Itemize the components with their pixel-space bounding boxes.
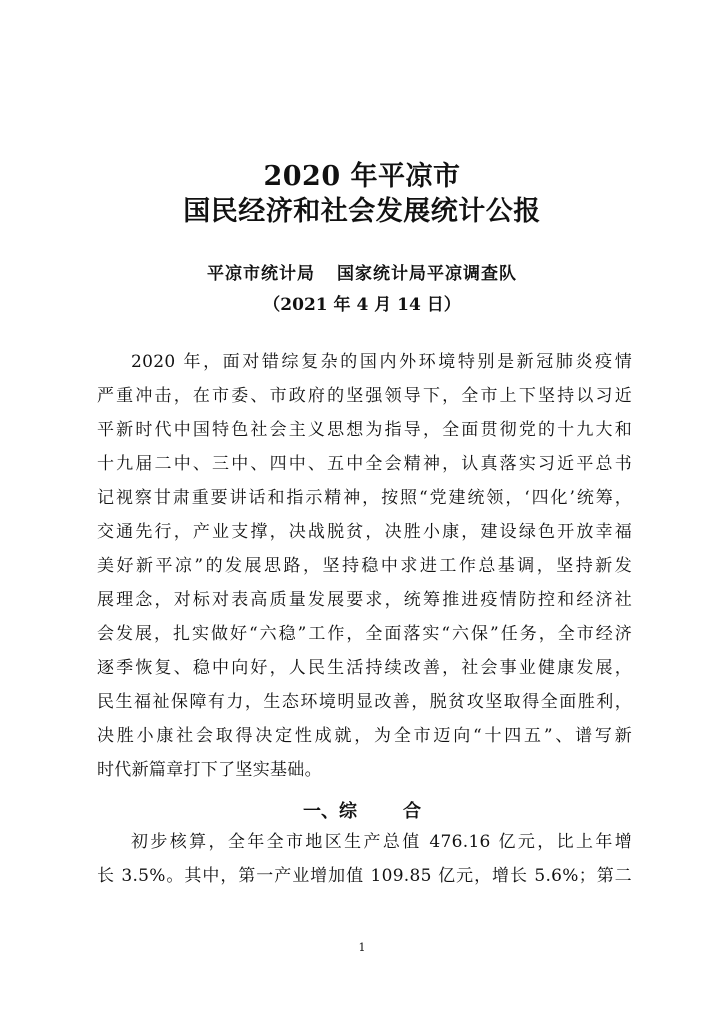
intro-paragraph-line: 记视察甘肃重要讲话和指示精神，按照“党建统领，‘四化’统筹， xyxy=(97,488,632,508)
section-heading-general xyxy=(0,799,724,825)
intro-paragraph-line: 2020 年，面对错综复杂的国内外环境特别是新冠肺炎疫情 xyxy=(131,352,632,372)
report-title-line-2: 国民经济和社会发展统计公报 xyxy=(183,196,541,227)
intro-paragraph-line: 平新时代中国特色社会主义思想为指导，全面贯彻党的十九大和 xyxy=(97,420,632,440)
intro-paragraph-line: 严重冲击，在市委、市政府的坚强领导下，全市上下坚持以习近 xyxy=(97,386,632,406)
section-paragraph-line: 初步核算，全年全市地区生产总值 476.16 亿元，比上年增 xyxy=(131,832,632,852)
report-title-line-1: 2020 年平凉市 xyxy=(263,161,461,192)
report-authors xyxy=(0,262,724,286)
page-number: 1 xyxy=(358,941,366,954)
section-heading-prefix: 一、综 xyxy=(303,801,357,822)
intro-paragraph-line: 展理念，对标对表高质量发展要求，统筹推进疫情防控和经济社 xyxy=(97,590,632,610)
report-date: （2021 年 4 月 14 日） xyxy=(263,295,461,315)
author-org-2: 国家统计局平凉调查队 xyxy=(337,264,517,284)
intro-paragraph-line: 会发展，扎实做好“六稳”工作，全面落实“六保”任务，全市经济 xyxy=(97,624,632,644)
intro-paragraph-line: 十九届二中、三中、四中、五中全会精神，认真落实习近平总书 xyxy=(97,454,632,474)
intro-paragraph-line: 交通先行，产业支撑，决战脱贫，决胜小康，建设绿色开放幸福 xyxy=(97,522,632,542)
intro-paragraph-line: 美好新平凉”的发展思路，坚持稳中求进工作总基调，坚持新发 xyxy=(97,556,632,576)
author-org-1: 平凉市统计局 xyxy=(207,264,315,284)
intro-paragraph-line: 逐季恢复、稳中向好，人民生活持续改善，社会事业健康发展， xyxy=(97,658,632,678)
intro-paragraph-line: 时代新篇章打下了坚实基础。 xyxy=(97,760,322,780)
intro-paragraph-line: 民生福祉保障有力，生态环境明显改善，脱贫攻坚取得全面胜利， xyxy=(97,692,632,712)
section-heading-suffix: 合 xyxy=(403,801,421,822)
section-paragraph-line: 长 3.5%。其中，第一产业增加值 109.85 亿元，增长 5.6%；第二 xyxy=(97,866,632,886)
intro-paragraph-line: 决胜小康社会取得决定性成就，为全市迈向“十四五”、谱写新 xyxy=(97,726,632,746)
